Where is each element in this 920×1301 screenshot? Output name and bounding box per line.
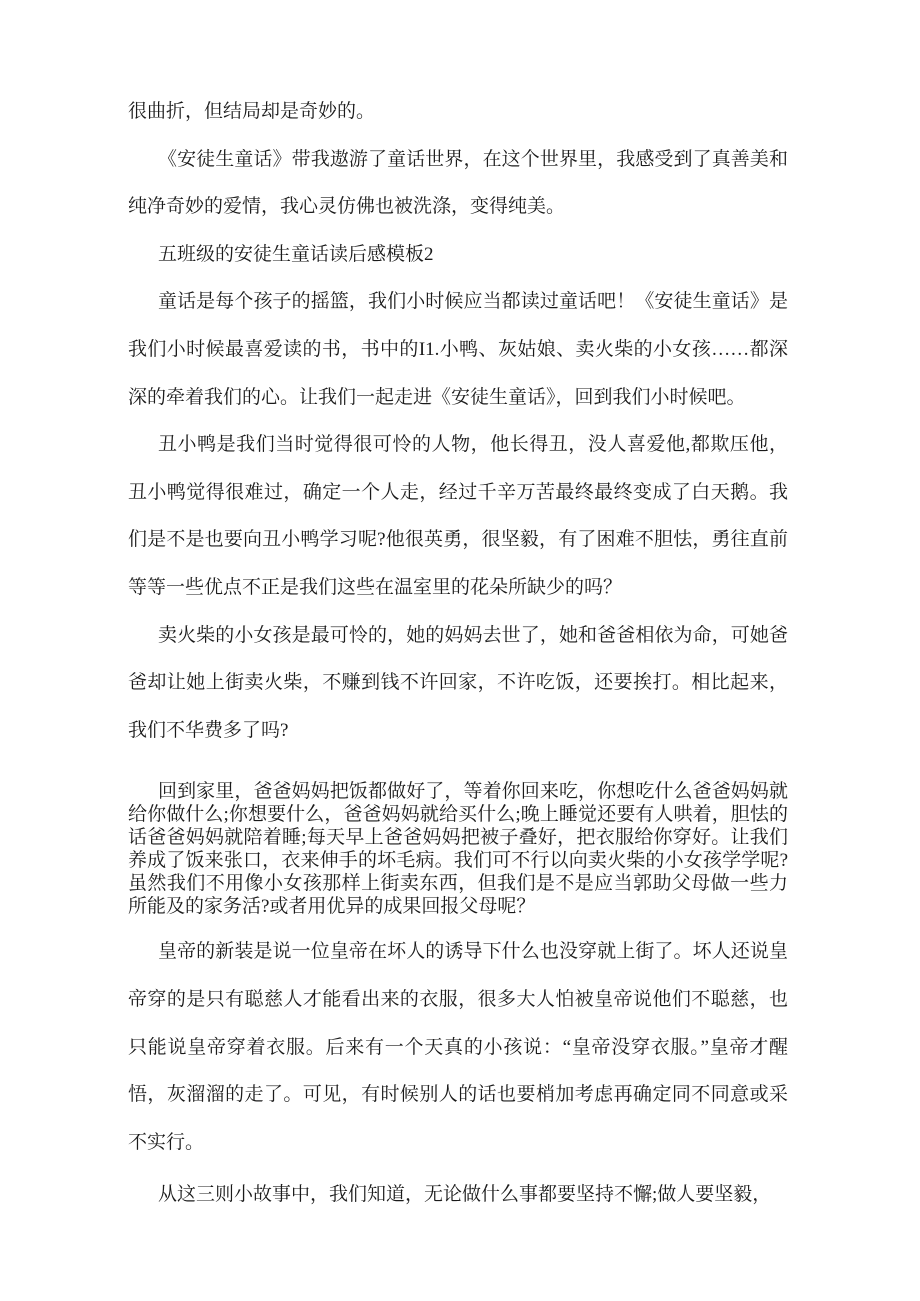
paragraph: 《安徒生童话》带我遨游了童话世界，在这个世界里，我感受到了真善美和纯净奇妙的爱情，我心灵仿佛也被洗涤，变得纯美。: [128, 148, 788, 218]
section-heading: 五班级的安徒生童话读后感模板2: [158, 243, 434, 265]
paragraph: 皇帝的新装是说一位皇帝在坏人的诱导下什么也没穿就上街了。坏人还说皇帝穿的是只有聪慈人才能看出来的衣服，很多大人怕被皇帝说他们不聪慈，也只能说皇帝穿着衣服。后来有一个天真的小孩说：“皇帝没穿衣服。”皇帝才醒悟，灰溜溜的走了。可见，有时候别人的话也要梢加考虑再确定同不同意或采不实行。: [128, 941, 788, 1153]
document-body: [128, 88, 788, 1219]
paragraph: 回到家里，爸爸妈妈把饭都做好了，等着你回来吃，你想吃什么爸爸妈妈就给你做什么;你想要什么，爸爸妈妈就给买什么;晚上睡觉还要有人哄着，胆怯的话爸爸妈妈就陪着睡;每天早上爸爸妈妈把被子叠好，把衣服给你穿好。让我们养成了饭来张口，衣来伸手的坏毛病。我们可不行以向卖火柴的小女孩学学呢?虽然我们不用像小女孩那样上街卖东西，但我们是不是应当郭助父母做一些力所能及的家务活?或者用优异的成果回报父母呢？: [128, 781, 788, 918]
paragraph: 从这三则小故事中，我们知道，无论做什么事都要坚持不懈;做人要坚毅，: [158, 1184, 772, 1206]
paragraph: 很曲折，但结局却是奇妙的。: [128, 101, 376, 122]
paragraph: 卖火柴的小女孩是最可怜的，她的妈妈去世了，她和爸爸相依为命，可她爸爸却让她上街卖火柴，不赚到钱不许回家，不许吃饭，还要挨打。相比起来，我们不华费多了吗?: [128, 624, 788, 741]
paragraph: 丑小鸭是我们当时觉得很可怜的人物，他长得丑，没人喜爱他,都欺压他，丑小鸭觉得很难过，确定一个人走，经过千辛万苦最终最终变成了白天鹅。我们是不是也要向丑小鸭学习呢?他很英勇，很坚毅，有了困难不胆怯，勇往直前等等一些优点不正是我们这些在温室里的花朵所缺少的吗？: [128, 434, 788, 598]
paragraph: 童话是每个孩子的摇篮，我们小时候应当都读过童话吧！《安徒生童话》是我们小时候最喜爱读的书，书中的I1.小鸭、灰姑娘、卖火柴的小女孩……都深深的牵着我们的心。让我们一起走进《安徒生童话》，回到我们小时候吧。: [128, 291, 788, 408]
